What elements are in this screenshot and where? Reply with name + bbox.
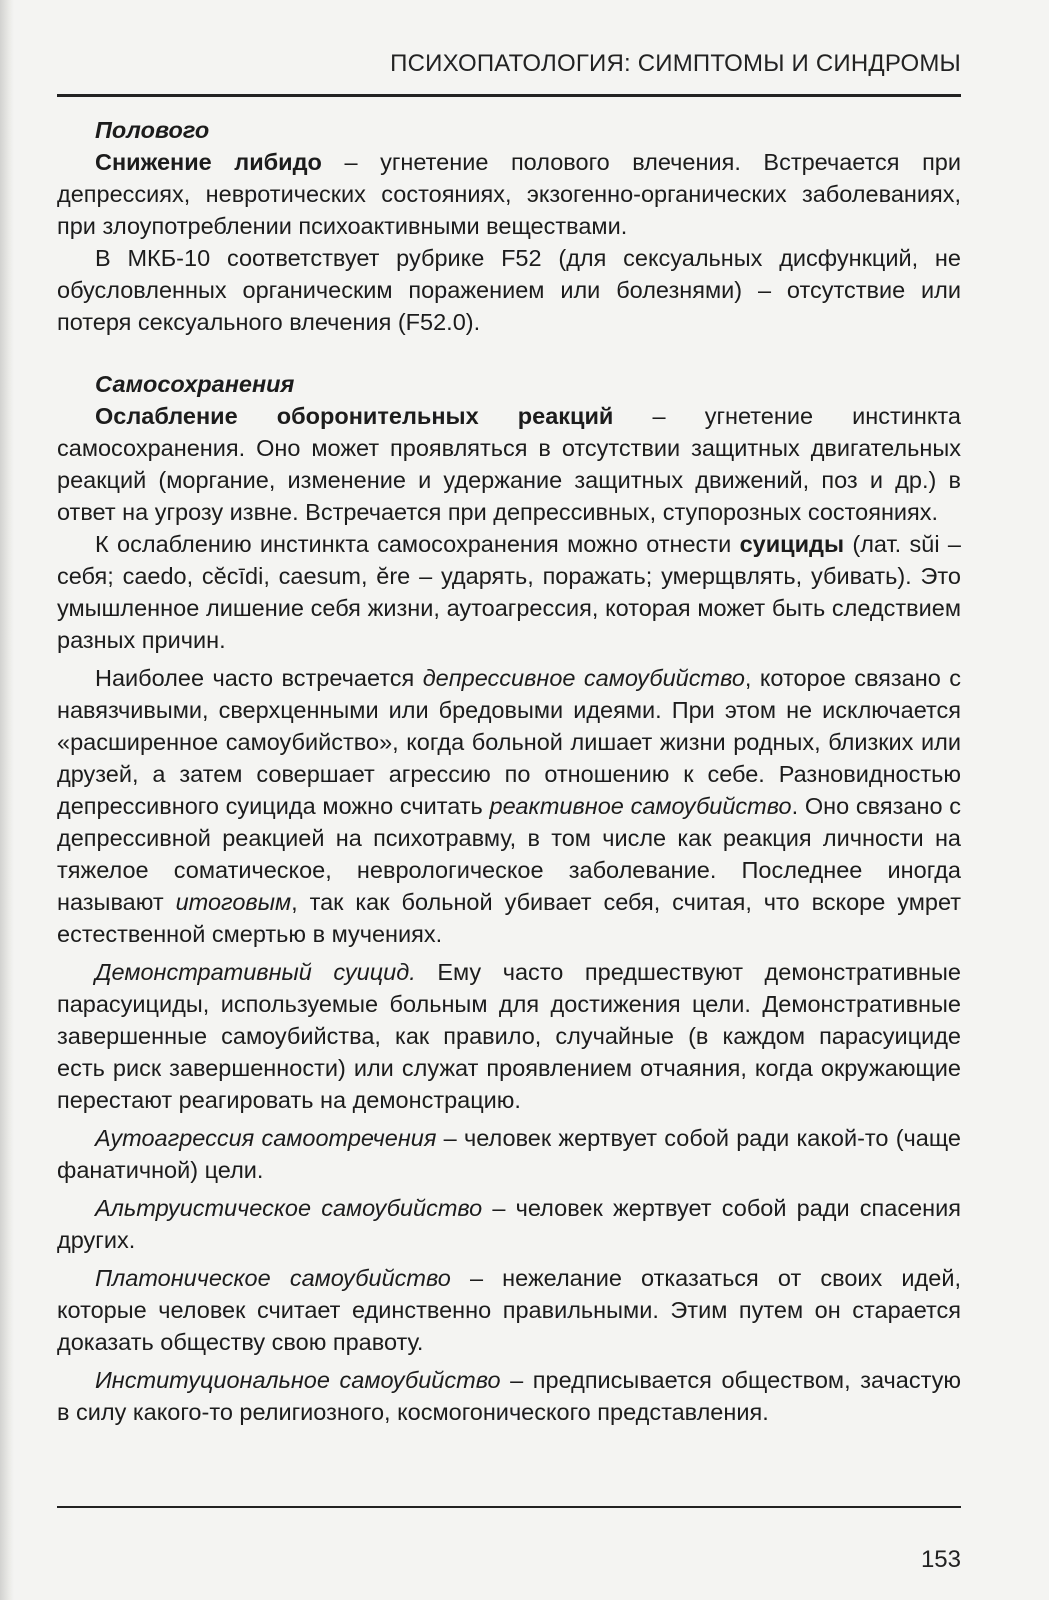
paragraph-text: – человек жертвует собой ради спасения других. bbox=[57, 1195, 961, 1253]
paragraph-text: – угнетение инстинкта самосохранения. Оно может проявляться в отсутствии защитных двигательных реакций (моргание, изменение и удержание защитных движений, поз и др.) в ответ на угрозу извне. Встречается при депрессивных, ступорозных состояниях. bbox=[57, 403, 961, 525]
book-page bbox=[57, 0, 961, 1600]
term: суициды bbox=[739, 531, 845, 557]
paragraph bbox=[57, 242, 961, 338]
paragraph-text: Ему часто предшествуют демонстративные парасуициды, используемые больным для достижения цели. Демонстративные завершенные самоубийства, как правило, случайные (в каждом парасуициде есть риск завершенности) или служат проявлением отчаяния, когда окружающие перестают реагировать на демонстрацию. bbox=[57, 959, 961, 1113]
paragraph-text: , которое связано с навязчивыми, сверхценными или бредовыми идеями. При этом не исключается «расширенное самоубийство», когда больной лишает жизни родных, близких или друзей, а затем совершает агрессию по отношению к себе. Разновидностью депрессивного суицида можно считать bbox=[57, 665, 961, 819]
paragraph-text: – нежелание отказаться от своих идей, которые человек считает единственно правильными. Этим путем он старается доказать обществу свою правоту. bbox=[57, 1265, 961, 1355]
paragraph bbox=[57, 956, 961, 1116]
paragraph-text: (лат. sŭi – себя; caedo, cĕcīdi, caesum, ĕre – ударять, поражать; умерщвлять, убивать). Это умышленное лишение себя жизни, аутоагрессия, которая может быть следствием разных причин. bbox=[57, 531, 961, 653]
italic-term: итоговым bbox=[175, 889, 292, 915]
paragraph-text: . Оно связано с депрессивной реакцией на психотравму, в том числе как реакция личности на тяжелое соматическое, неврологическое заболевание. Последнее иногда называют bbox=[57, 793, 962, 915]
italic-term: Демонстративный суицид. bbox=[95, 959, 416, 985]
italic-term: реактивное самоубийство bbox=[489, 793, 792, 819]
paragraph-text: – человек жертвует собой ради какой-то (чаще фанатичной) цели. bbox=[57, 1125, 961, 1183]
page-number: 153 bbox=[920, 1546, 961, 1573]
paragraph-text: , так как больной убивает себя, считая, что вскоре умрет естественной смертью в мучениях. bbox=[57, 889, 962, 947]
italic-term: депрессивное самоубийство bbox=[422, 665, 745, 691]
paragraph bbox=[57, 1122, 961, 1186]
paragraph-text: – угнетение полового влечения. Встречается при депрессиях, невротических состояниях, экзогенно-органических заболеваниях, при злоупотреблении психоактивными веществами. bbox=[57, 149, 961, 239]
section-heading: Самосохранения bbox=[95, 371, 295, 397]
term: Снижение либидо bbox=[95, 149, 322, 175]
italic-term: Аутоагрессия самоотречения bbox=[95, 1125, 437, 1151]
paragraph bbox=[57, 1192, 961, 1256]
page-body bbox=[57, 114, 961, 1428]
section-heading: Полового bbox=[95, 117, 210, 143]
paragraph-text: Наиболее часто встречается bbox=[95, 665, 423, 691]
paragraph bbox=[57, 146, 961, 242]
book-spine-shadow bbox=[0, 0, 14, 1600]
running-head: ПСИХОПАТОЛОГИЯ: СИМПТОМЫ И СИНДРОМЫ bbox=[390, 50, 961, 77]
paragraph-lead: К ослаблению инстинкта самосохранения можно отнести bbox=[95, 531, 740, 557]
footer-rule bbox=[57, 1506, 961, 1508]
paragraph-text: В МКБ-10 соответствует рубрике F52 (для сексуальных дисфункций, не обусловленных органическим поражением или болезнями) – отсутствие или потеря сексуального влечения (F52.0). bbox=[57, 245, 961, 335]
term: Ослабление оборонительных реакций bbox=[95, 403, 614, 429]
italic-term: Платоническое самоубийство bbox=[95, 1265, 451, 1291]
paragraph bbox=[57, 662, 961, 950]
header-rule bbox=[57, 94, 961, 97]
italic-term: Альтруистическое самоубийство bbox=[95, 1195, 483, 1221]
paragraph bbox=[57, 1364, 961, 1428]
paragraph bbox=[57, 1262, 961, 1358]
paragraph bbox=[57, 528, 961, 656]
italic-term: Институциональное самоубийство bbox=[95, 1367, 501, 1393]
paragraph bbox=[57, 400, 961, 528]
paragraph-text: – предписывается обществом, зачастую в силу какого-то религиозного, космогонического представления. bbox=[57, 1367, 962, 1425]
